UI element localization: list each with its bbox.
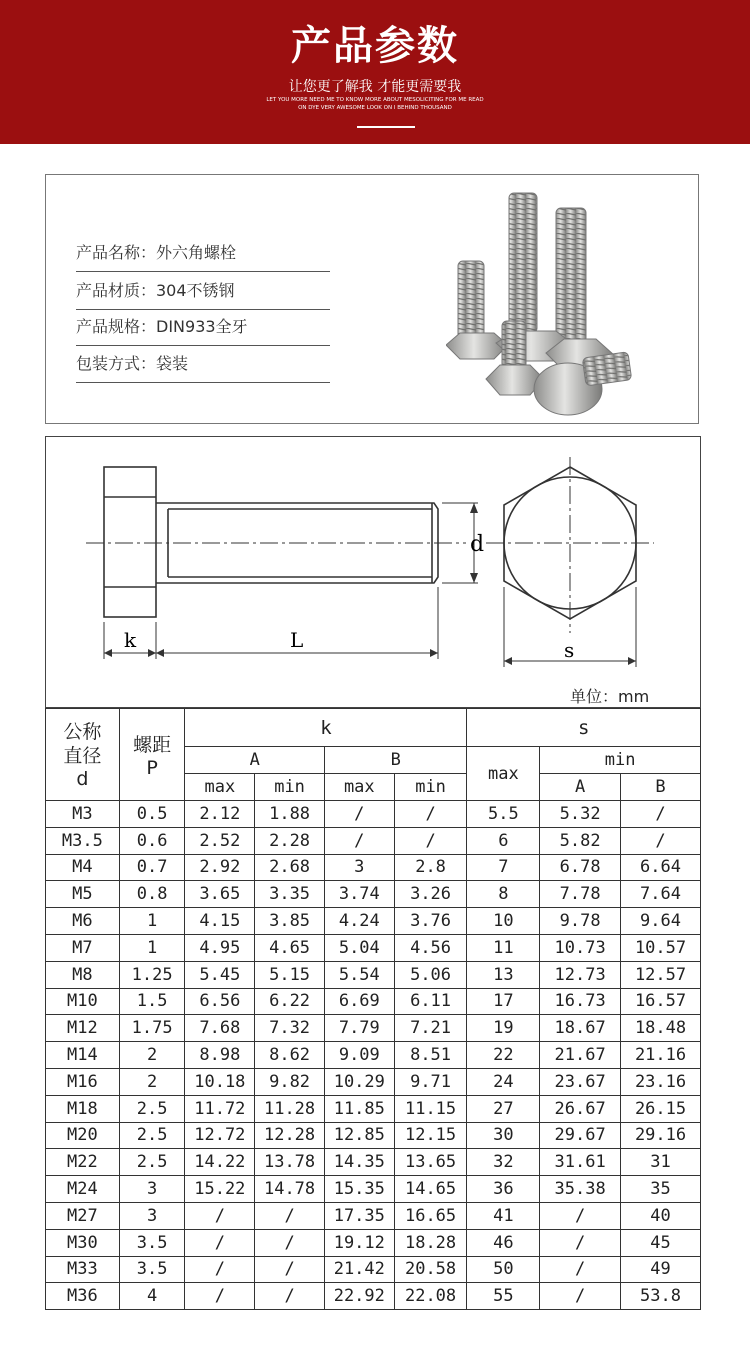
bolt-head-side [104,467,156,617]
table-cell: 6.64 [621,854,701,881]
table-cell: 13.65 [394,1149,467,1176]
table-row [46,827,701,854]
table-cell: 10 [467,908,540,935]
table-cell: 3 [119,1176,185,1203]
table-cell: 13.78 [255,1149,325,1176]
table-cell: 32 [467,1149,540,1176]
table-cell: / [621,801,701,828]
table-cell: 2.5 [119,1095,185,1122]
table-cell: 3.5 [119,1229,185,1256]
table-cell: 21.42 [324,1256,394,1283]
table-cell: 3.35 [255,881,325,908]
table-cell: 6.78 [540,854,621,881]
table-cell: 1.88 [255,801,325,828]
table-cell: 10.73 [540,934,621,961]
header-k-B: B [324,747,467,774]
table-cell: 31.61 [540,1149,621,1176]
table-cell: 0.7 [119,854,185,881]
table-row [46,854,701,881]
table-cell: 35.38 [540,1176,621,1203]
table-row [46,1068,701,1095]
table-cell: 4.65 [255,934,325,961]
table-cell: 9.09 [324,1042,394,1069]
table-cell: 12.73 [540,961,621,988]
table-cell: 16.73 [540,988,621,1015]
table-cell: 53.8 [621,1283,701,1310]
table-cell: 22 [467,1042,540,1069]
table-cell: 40 [621,1202,701,1229]
table-cell: 24 [467,1068,540,1095]
table-cell: 8.62 [255,1042,325,1069]
table-cell: 15.35 [324,1176,394,1203]
header-diameter-symbol: d [76,767,89,790]
table-cell: 3.85 [255,908,325,935]
table-cell: 6.69 [324,988,394,1015]
table-cell: 35 [621,1176,701,1203]
table-cell: 11.28 [255,1095,325,1122]
table-cell: 5.82 [540,827,621,854]
table-cell: 14.65 [394,1176,467,1203]
table-cell: 5.54 [324,961,394,988]
table-cell: 4.24 [324,908,394,935]
page-title: 产品参数 [291,23,459,69]
table-cell: 41 [467,1202,540,1229]
info-row-spec: 产品规格：DIN933全牙 [76,313,330,346]
label-k: k [124,628,137,652]
table-cell: M6 [46,908,120,935]
table-cell: 17 [467,988,540,1015]
table-cell: 7.64 [621,881,701,908]
table-cell: 16.65 [394,1202,467,1229]
table-cell: / [185,1256,255,1283]
table-cell: M7 [46,934,120,961]
table-cell: 3 [324,854,394,881]
table-cell: / [185,1229,255,1256]
table-cell: 36 [467,1176,540,1203]
table-cell: 2.12 [185,801,255,828]
table-cell: 55 [467,1283,540,1310]
table-cell: 6.56 [185,988,255,1015]
table-cell: 49 [621,1256,701,1283]
table-cell: 3.65 [185,881,255,908]
table-cell: 22.92 [324,1283,394,1310]
table-cell: M36 [46,1283,120,1310]
table-cell: / [255,1256,325,1283]
table-cell: 5.15 [255,961,325,988]
label-L: L [290,628,304,652]
table-cell: 21.16 [621,1042,701,1069]
table-cell: 9.82 [255,1068,325,1095]
table-cell: 1 [119,908,185,935]
table-cell: / [540,1229,621,1256]
table-cell: 12.15 [394,1122,467,1149]
table-cell: / [185,1283,255,1310]
info-row-packaging: 包装方式：袋装 [76,350,330,383]
table-cell: 8.51 [394,1042,467,1069]
table-row [46,1229,701,1256]
table-cell: 6.22 [255,988,325,1015]
table-row [46,908,701,935]
bolt-dimension-drawing [46,437,702,709]
table-cell: 5.04 [324,934,394,961]
table-cell: 3.76 [394,908,467,935]
table-cell: 14.78 [255,1176,325,1203]
table-cell: 2 [119,1068,185,1095]
table-cell: M8 [46,961,120,988]
table-cell: / [540,1256,621,1283]
header-pitch-label: 螺距 [133,734,172,756]
table-cell: 30 [467,1122,540,1149]
table-cell: / [540,1202,621,1229]
table-cell: / [621,827,701,854]
table-cell: M3 [46,801,120,828]
table-cell: 29.67 [540,1122,621,1149]
table-cell: 7.68 [185,1015,255,1042]
table-row [46,1176,701,1203]
spec-table [45,708,701,1310]
table-cell: 12.28 [255,1122,325,1149]
table-cell: 9.78 [540,908,621,935]
table-cell: 4.15 [185,908,255,935]
table-cell: 5.32 [540,801,621,828]
table-cell: 26.15 [621,1095,701,1122]
table-cell: M12 [46,1015,120,1042]
banner-english-line-2: ON DYE VERY AWESOME LOOK ON I BEHIND THOUSAND [298,105,452,111]
table-cell: 18.48 [621,1015,701,1042]
table-cell: 14.22 [185,1149,255,1176]
technical-drawing-panel [45,436,701,708]
table-row [46,1149,701,1176]
table-cell: M20 [46,1122,120,1149]
header-diameter-label: 公称直径 [63,720,102,767]
table-cell: 0.6 [119,827,185,854]
table-cell: 0.8 [119,881,185,908]
table-cell: M33 [46,1256,120,1283]
table-cell: / [394,827,467,854]
table-cell: 4.95 [185,934,255,961]
table-cell: 19 [467,1015,540,1042]
header-s-max: max [467,747,540,801]
table-cell: M4 [46,854,120,881]
table-row [46,1256,701,1283]
table-cell: 5.06 [394,961,467,988]
product-info-panel [45,174,699,424]
table-cell: / [540,1283,621,1310]
header-kA-max: max [185,774,255,801]
table-cell: M30 [46,1229,120,1256]
table-cell: / [394,801,467,828]
unit-label: 单位：mm [570,687,650,706]
header-k: k [185,709,467,747]
table-cell: 7.78 [540,881,621,908]
table-cell: 0.5 [119,801,185,828]
table-cell: 7 [467,854,540,881]
table-row [46,961,701,988]
table-cell: M22 [46,1149,120,1176]
table-cell: 8 [467,881,540,908]
table-cell: M16 [46,1068,120,1095]
table-cell: 3.26 [394,881,467,908]
table-cell: 2 [119,1042,185,1069]
table-row [46,1095,701,1122]
table-cell: 2.68 [255,854,325,881]
table-cell: 1.5 [119,988,185,1015]
table-cell: 8.98 [185,1042,255,1069]
header-kB-min: min [394,774,467,801]
table-cell: 11.15 [394,1095,467,1122]
label-d: d [470,532,485,557]
table-row [46,1283,701,1310]
header-s: s [467,709,701,747]
table-cell: 2.5 [119,1122,185,1149]
table-cell: 10.57 [621,934,701,961]
table-cell: 6.11 [394,988,467,1015]
table-row [46,988,701,1015]
header-pitch [119,709,185,801]
table-cell: 1.25 [119,961,185,988]
banner-divider [357,126,415,128]
table-cell: 31 [621,1149,701,1176]
table-cell: 6 [467,827,540,854]
banner-english-text [250,96,500,112]
table-cell: 11.85 [324,1095,394,1122]
table-cell: 2.52 [185,827,255,854]
table-cell: 3.74 [324,881,394,908]
table-cell: 3.5 [119,1256,185,1283]
header-diameter [46,709,120,801]
table-cell: 18.67 [540,1015,621,1042]
table-row [46,1042,701,1069]
table-cell: 7.21 [394,1015,467,1042]
table-cell: M10 [46,988,120,1015]
table-cell: 18.28 [394,1229,467,1256]
table-cell: M14 [46,1042,120,1069]
table-cell: 13 [467,961,540,988]
table-cell: M27 [46,1202,120,1229]
table-cell: 16.57 [621,988,701,1015]
table-cell: 21.67 [540,1042,621,1069]
table-row [46,801,701,828]
header-pitch-symbol: P [146,757,158,779]
table-row [46,934,701,961]
table-cell: 11.72 [185,1095,255,1122]
table-cell: / [255,1229,325,1256]
table-cell: 22.08 [394,1283,467,1310]
table-cell: 11 [467,934,540,961]
banner-english-line-1: LET YOU MORE NEED ME TO KNOW MORE ABOUT MESOLICITING FOR ME READ [266,97,484,103]
table-row [46,1202,701,1229]
info-row-material: 产品材质：304不锈钢 [76,277,330,310]
table-cell: 9.64 [621,908,701,935]
table-cell: 12.85 [324,1122,394,1149]
header-smin-B: B [621,774,701,801]
table-cell: 12.72 [185,1122,255,1149]
table-cell: 1 [119,934,185,961]
table-cell: M3.5 [46,827,120,854]
header-s-min: min [540,747,701,774]
table-cell: / [255,1202,325,1229]
table-cell: 10.29 [324,1068,394,1095]
header-k-A: A [185,747,324,774]
info-row-name: 产品名称：外六角螺栓 [76,239,330,272]
bolts-product-photo [446,183,646,419]
table-cell: 19.12 [324,1229,394,1256]
table-cell: 26.67 [540,1095,621,1122]
table-cell: 4 [119,1283,185,1310]
table-cell: / [185,1202,255,1229]
table-cell: M5 [46,881,120,908]
table-cell: 2.92 [185,854,255,881]
table-cell: 7.32 [255,1015,325,1042]
table-row [46,1015,701,1042]
table-cell: 27 [467,1095,540,1122]
table-cell: M18 [46,1095,120,1122]
table-cell: 1.75 [119,1015,185,1042]
table-cell: 17.35 [324,1202,394,1229]
table-cell: 10.18 [185,1068,255,1095]
table-cell: 4.56 [394,934,467,961]
table-cell: 5.45 [185,961,255,988]
table-cell: / [255,1283,325,1310]
table-cell: 12.57 [621,961,701,988]
table-row [46,1122,701,1149]
label-s: s [564,638,575,662]
header-smin-A: A [540,774,621,801]
table-cell: 2.8 [394,854,467,881]
table-cell: 2.28 [255,827,325,854]
header-banner [0,0,750,144]
table-cell: 20.58 [394,1256,467,1283]
table-cell: / [324,827,394,854]
header-kA-min: min [255,774,325,801]
table-cell: 45 [621,1229,701,1256]
table-cell: M24 [46,1176,120,1203]
table-cell: 9.71 [394,1068,467,1095]
table-cell: 50 [467,1256,540,1283]
table-cell: 15.22 [185,1176,255,1203]
table-cell: 23.67 [540,1068,621,1095]
table-cell: 29.16 [621,1122,701,1149]
header-kB-max: max [324,774,394,801]
table-cell: / [324,801,394,828]
table-cell: 5.5 [467,801,540,828]
table-cell: 2.5 [119,1149,185,1176]
table-row [46,881,701,908]
table-cell: 14.35 [324,1149,394,1176]
table-cell: 7.79 [324,1015,394,1042]
table-cell: 23.16 [621,1068,701,1095]
banner-subtitle: 让您更了解我 才能更需要我 [288,79,462,95]
table-cell: 46 [467,1229,540,1256]
table-cell: 3 [119,1202,185,1229]
